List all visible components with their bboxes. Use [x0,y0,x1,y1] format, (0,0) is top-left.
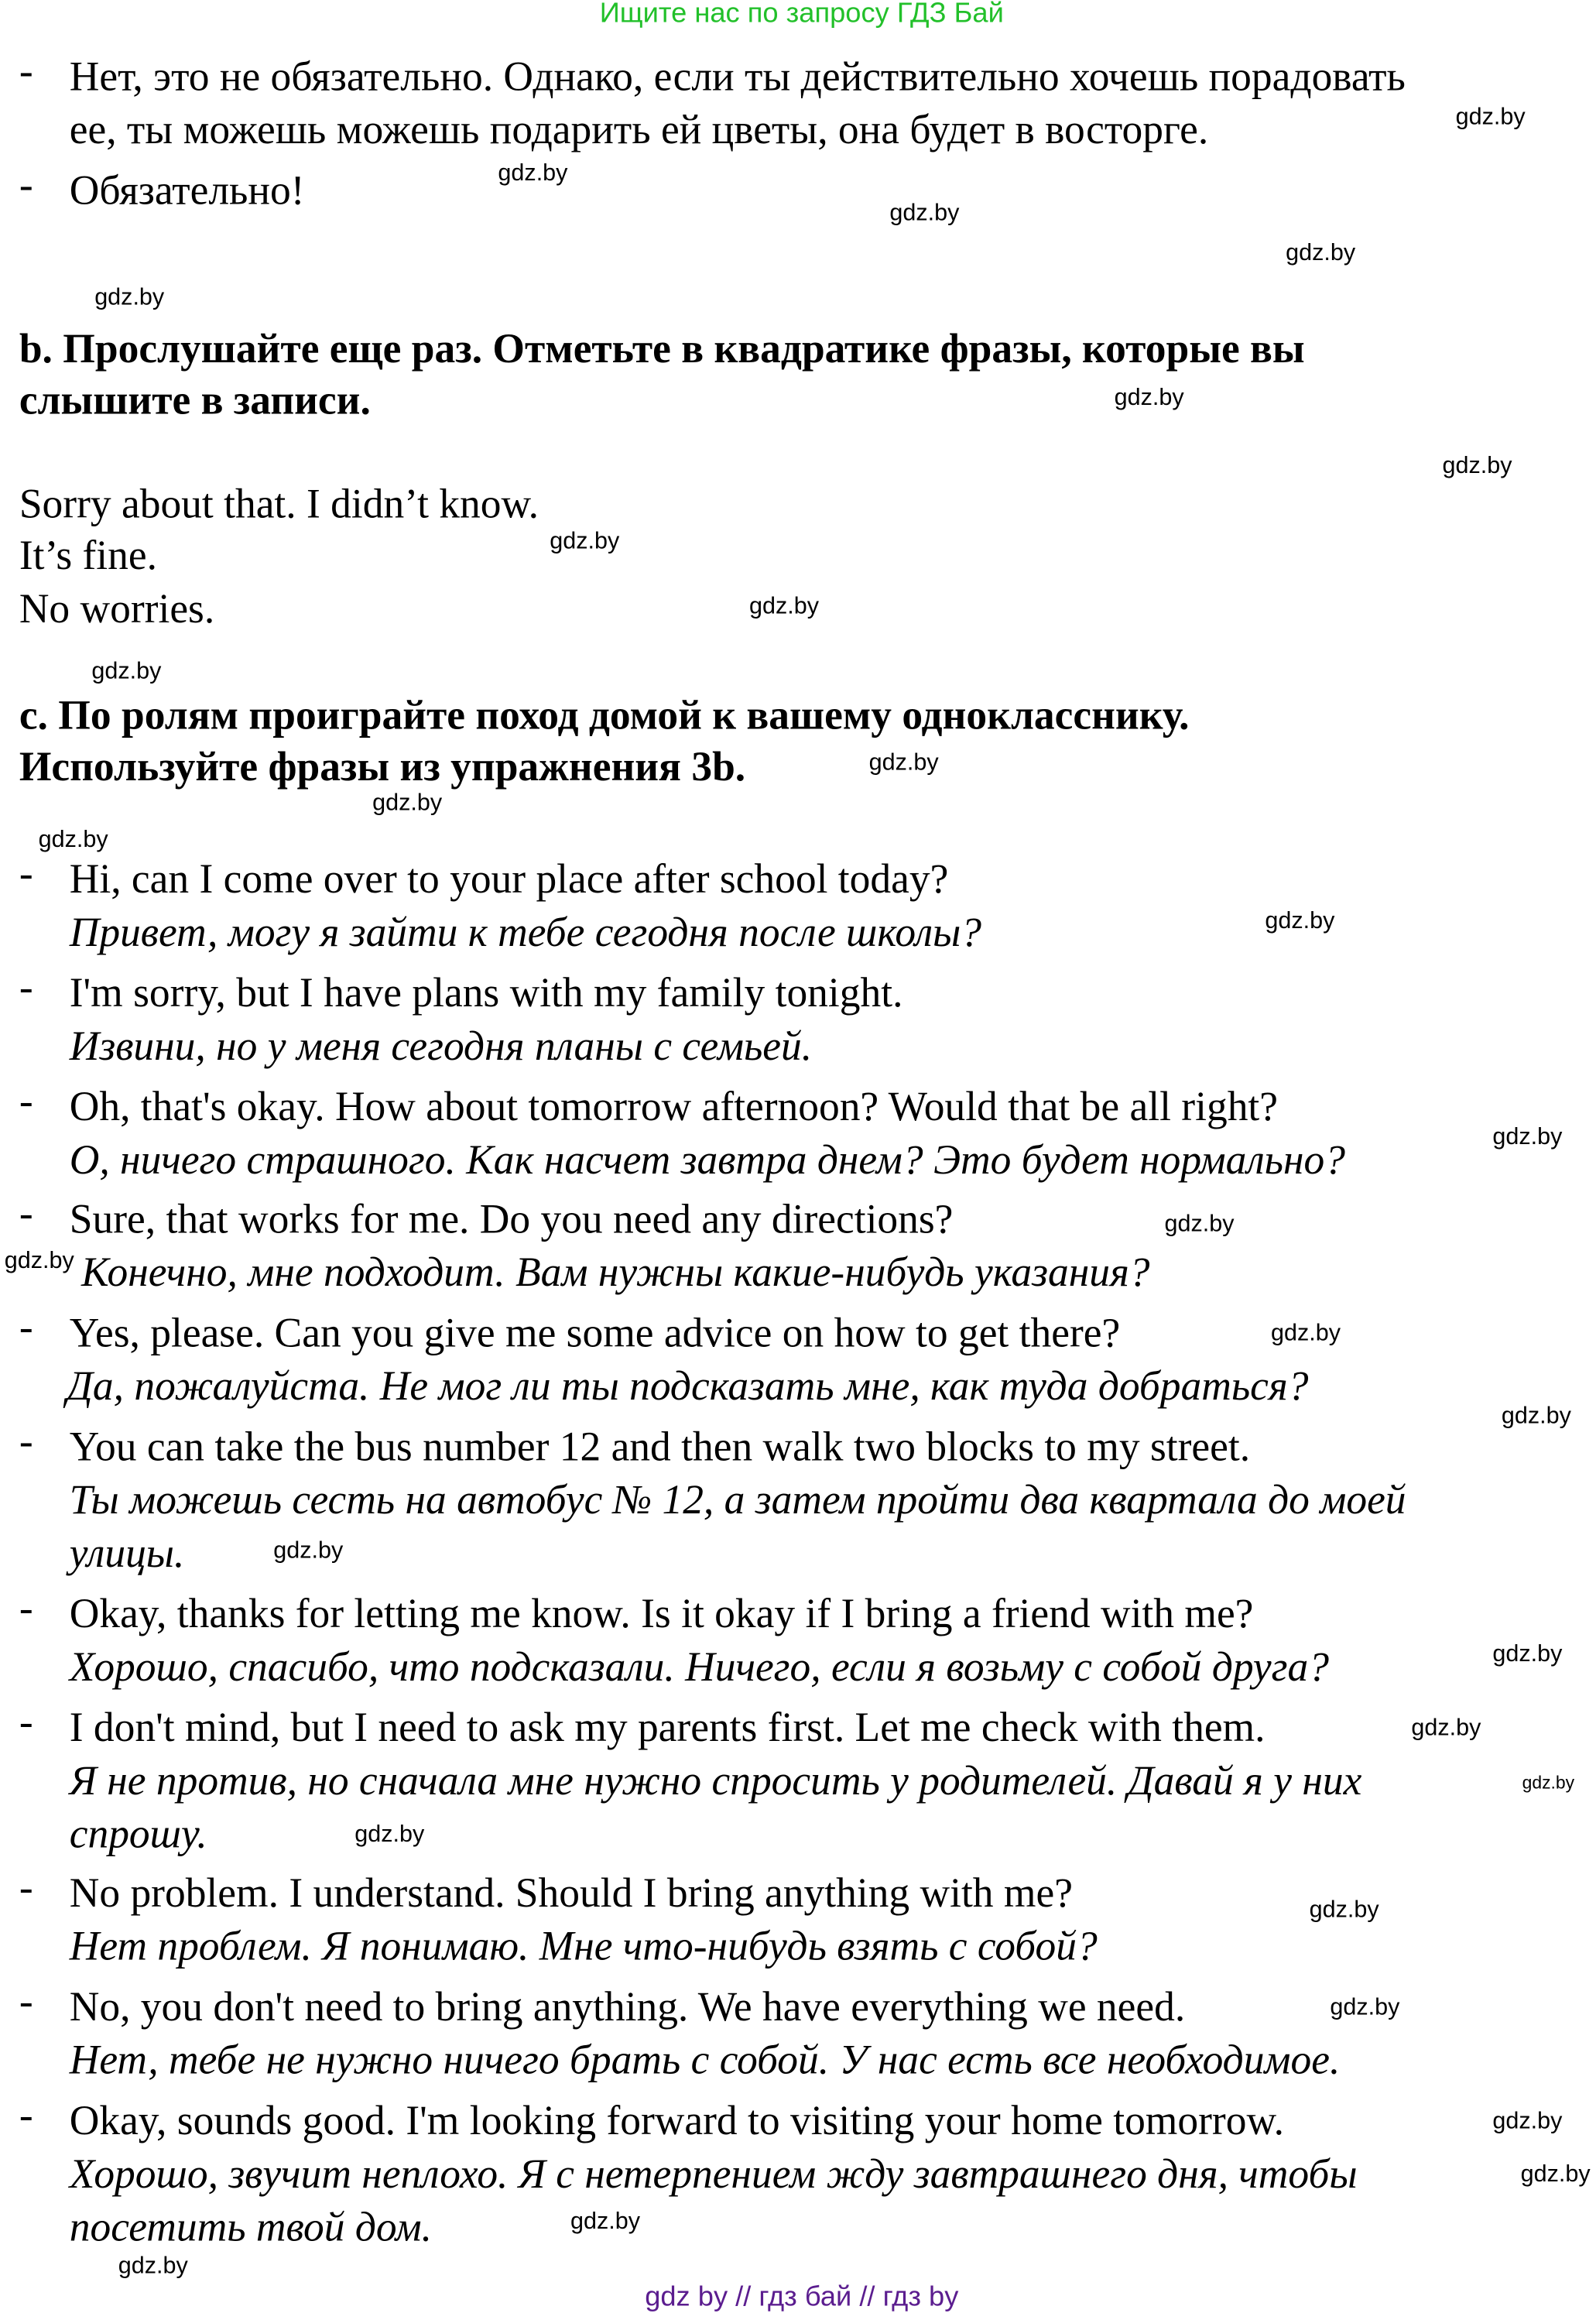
footer-links[interactable]: gdz by // гдз бай // гдз by [645,2281,959,2313]
search-banner[interactable]: Ищите нас по запросу ГДЗ Бай [599,0,1004,30]
intro-line: Обязательно! [69,168,305,214]
watermark-text: gdz.by [1164,1211,1235,1238]
watermark-text: gdz.by [94,285,165,310]
dialogue-line-en: No, you don't need to bring anything. We have everything we need. [69,1985,1186,2031]
watermark-text: gdz.by [1270,1321,1341,1347]
dash-bullet: - [19,1418,33,1465]
dash-bullet: - [19,965,33,1011]
watermark-text: gdz.by [1522,1772,1575,1793]
dash-bullet: - [19,1585,33,1632]
watermark-text: gdz.by [868,750,939,776]
watermark-text: gdz.by [1492,1124,1563,1150]
dash-bullet: - [19,1865,33,1911]
dialogue-line-ru: посетить твой дом. [69,2205,433,2251]
watermark-text: gdz.by [372,790,443,816]
watermark-text: gdz.by [889,200,960,227]
watermark-text: gdz.by [1286,241,1356,266]
dialogue-line-ru: Я не против, но сначала мне нужно спросить у родителей. Давай я у них [69,1759,1362,1805]
dash-bullet: - [19,1979,33,2025]
section-c-heading: c. По ролям проиграйте поход домой к вашему однокласснику. [19,693,1190,739]
dialogue-line-ru: спрошу. [69,1811,207,1858]
dialogue-line-ru: Да, пожалуйста. Не мог ли ты подсказать мне, как туда добраться? [66,1364,1309,1410]
dialogue-line-ru: улицы. [69,1531,185,1578]
watermark-text: gdz.by [1501,1403,1571,1430]
watermark-text: gdz.by [498,161,568,187]
dash-bullet: - [19,1078,33,1125]
dash-bullet: - [19,1304,33,1352]
dialogue-line-en: No problem. I understand. Should I bring anything with me? [69,1871,1073,1917]
dialogue-line-ru: Конечно, мне подходит. Вам нужны какие-нибудь указания? [81,1250,1150,1297]
watermark-text: gdz.by [1411,1715,1481,1742]
dialogue-line-en: Hi, can I come over to your place after school today? [69,857,949,903]
section-b-heading: слышите в записи. [19,378,371,424]
watermark-text: gdz.by [1330,1995,1400,2021]
dialogue-line-ru: Извини, но у меня сегодня планы с семьей. [69,1024,813,1071]
watermark-text: gdz.by [38,828,108,853]
dialogue-line-ru: Нет, тебе не нужно ничего брать с собой. У нас есть все необходимое. [69,2037,1341,2085]
dialogue-line-en: Oh, that's okay. How about tomorrow afternoon? Would that be all right? [69,1085,1279,1131]
dash-bullet: - [19,851,33,897]
watermark-text: gdz.by [4,1249,74,1274]
dialogue-line-ru: Ты можешь сесть на автобус № 12, а затем пройти два квартала до моей [69,1478,1406,1524]
watermark-text: gdz.by [1309,1897,1379,1923]
dash-bullet: - [19,1191,33,1238]
watermark-text: gdz.by [1455,105,1526,131]
dialogue-line-ru: Хорошо, звучит неплохо. Я с нетерпением жду завтрашнего дня, чтобы [69,2151,1358,2198]
dialogue-line-ru: О, ничего страшного. Как насчет завтра днем? Это будет нормально? [69,1138,1345,1184]
section-b-heading: b. Прослушайте еще раз. Отметьте в квадратике фразы, которые вы [19,326,1305,373]
dialogue-line-en: I don't mind, but I need to ask my parents first. Let me check with them. [69,1705,1265,1752]
watermark-text: gdz.by [354,1822,425,1848]
watermark-text: gdz.by [1265,909,1335,934]
phrase-item: No worries. [19,586,215,633]
dialogue-line-en: Sure, that works for me. Do you need any directions? [69,1197,954,1243]
dialogue-line-en: I'm sorry, but I have plans with my family tonight. [69,971,903,1017]
dialogue-line-ru: Нет проблем. Я понимаю. Мне что-нибудь взять с собой? [69,1924,1098,1971]
dialogue-line-en: You can take the bus number 12 and then walk two blocks to my street. [69,1424,1251,1471]
dash-bullet: - [19,2092,33,2139]
watermark-text: gdz.by [570,2209,640,2235]
watermark-text: gdz.by [1442,454,1512,479]
watermark-text: gdz.by [273,1538,344,1564]
phrase-item: Sorry about that. I didn’t know. [19,481,539,528]
watermark-text: gdz.by [1492,1642,1563,1667]
dialogue-line-ru: Хорошо, спасибо, что подсказали. Ничего, если я возьму с собой друга? [69,1645,1329,1691]
watermark-text: gdz.by [749,594,820,619]
watermark-text: gdz.by [91,659,162,685]
dialogue-line-en: Yes, please. Can you give me some advice on how to get there? [69,1311,1121,1357]
intro-line: Нет, это не обязательно. Однако, если ты действительно хочешь порадовать [69,54,1406,101]
watermark-text: gdz.by [1520,2162,1591,2188]
dash-bullet: - [19,1699,33,1746]
phrase-item: It’s fine. [19,533,157,580]
watermark-text: gdz.by [1114,386,1184,411]
dialogue-line-en: Okay, sounds good. I'm looking forward to visiting your home tomorrow. [69,2099,1284,2145]
watermark-text: gdz.by [1492,2109,1563,2135]
dash-bullet: - [19,163,33,209]
section-c-heading: Используйте фразы из упражнения 3b. [19,745,746,791]
intro-line: ее, ты можешь можешь подарить ей цветы, она будет в восторге. [69,108,1209,154]
watermark-text: gdz.by [118,2253,188,2280]
dialogue-line-ru: Привет, могу я зайти к тебе сегодня после школы? [69,910,982,957]
dash-bullet: - [19,49,33,95]
watermark-text: gdz.by [550,529,620,554]
dialogue-line-en: Okay, thanks for letting me know. Is it okay if I bring a friend with me? [69,1592,1254,1638]
